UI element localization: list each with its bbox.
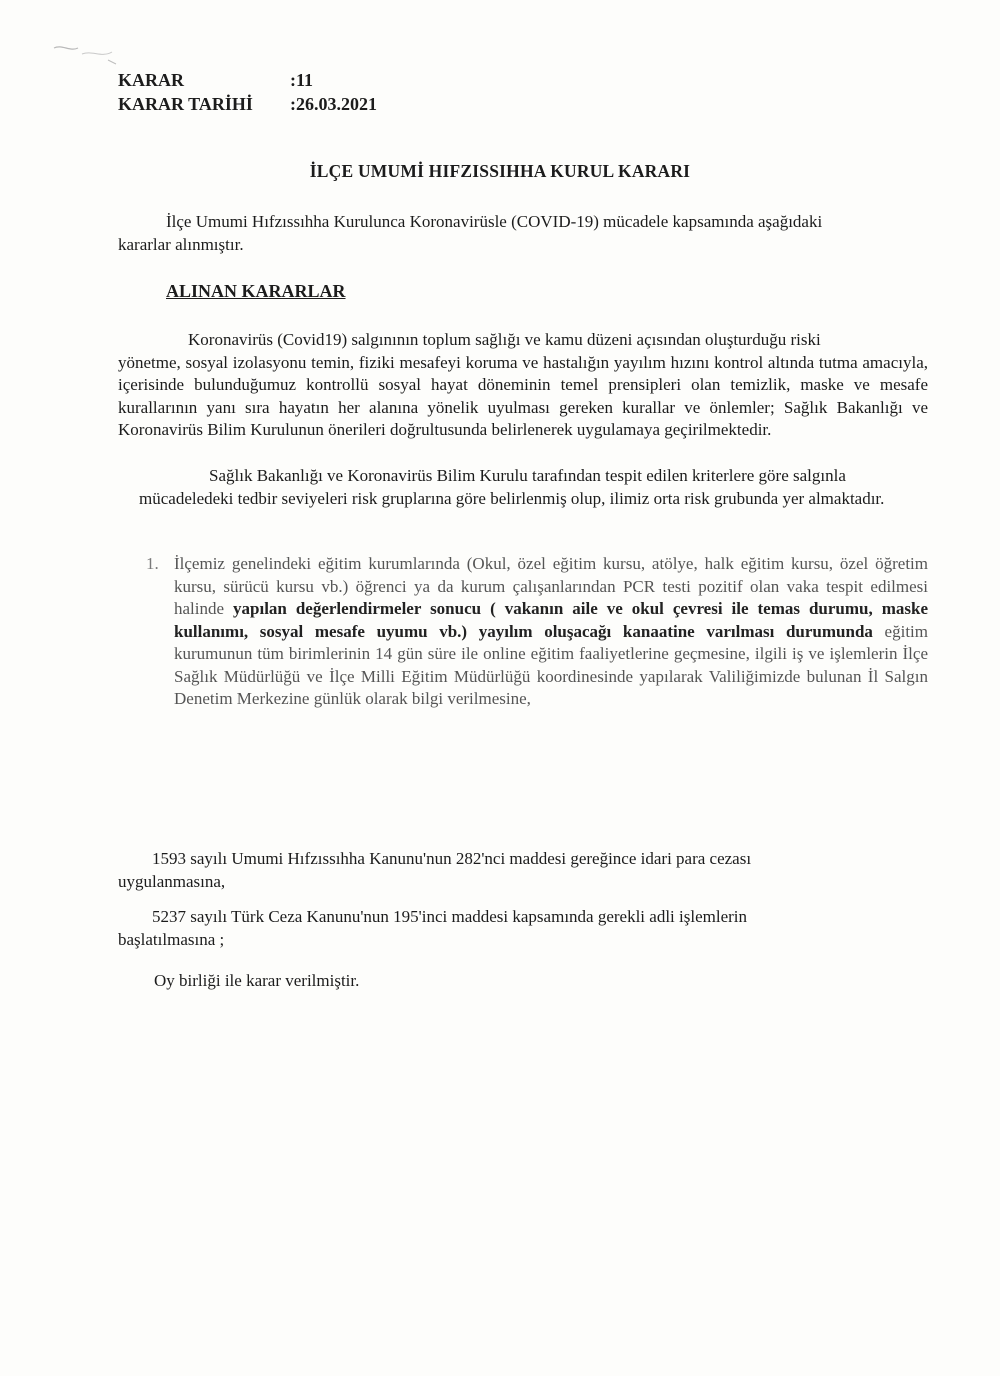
list-item-text-bold: yapılan değerlendirmeler sonucu ( vakanın aile ve okul çevresi ile temas durumu, maske kullanımı, sosyal mesafe uyumu vb.) yayılım oluşacağı kanaatine varılması durumunda xyxy=(174,599,928,641)
decision-number-value: :11 xyxy=(290,70,314,90)
intro-paragraph xyxy=(118,211,936,256)
paragraph-1-first-line: Koronavirüs (Covid19) salgınının toplum sağlığı ve kamu düzeni açısından oluşturduğu riski xyxy=(188,330,821,349)
list-item xyxy=(146,553,928,711)
paragraph-3-first-line: 1593 sayılı Umumi Hıfzıssıhha Kanunu'nun 282'nci maddesi gereğince idari para cezası xyxy=(152,849,752,868)
decision-date-row xyxy=(118,92,377,116)
paragraph-3 xyxy=(118,848,933,893)
decision-date-value: :26.03.2021 xyxy=(290,94,377,114)
paragraph-1 xyxy=(118,329,928,442)
paragraph-2 xyxy=(139,465,929,510)
intro-first-line: İlçe Umumi Hıfzıssıhha Kurulunca Koronavirüsle (COVID-19) mücadele kapsamında aşağıdaki xyxy=(166,212,823,231)
list-item-text xyxy=(174,553,928,711)
scan-smudge-mark xyxy=(52,40,122,68)
decision-meta xyxy=(118,68,377,116)
paragraph-4-first-line: 5237 sayılı Türk Ceza Kanunu'nun 195'inci maddesi kapsamında gerekli adli işlemlerin xyxy=(152,907,748,926)
list-item-number: 1. xyxy=(146,554,159,573)
list-item-text-part-1: İlçemiz genelindeki eğitim kurumlarında (Okul, özel eğitim kursu, atölye, halk eğitim kursu, özel öğretim kursu, sürücü kursu vb.) öğrenci ya da kurum çalışanlarından PCR testi pozitif olan vaka tespit edilmesi halinde xyxy=(174,554,928,618)
decision-number-row xyxy=(118,68,377,92)
paragraph-2-first-line: Sağlık Bakanlığı ve Koronavirüs Bilim Kurulu tarafından tespit edilen kriterlere göre salgınla xyxy=(209,466,846,485)
list-item-text-part-2: eğitim kurumunun tüm birimlerinin 14 gün süre ile online eğitim faaliyetlerine geçmesine, ilgili iş ve işlemlerin İlçe Sağlık Müdürlüğü ve İlçe Milli Eğitim Müdürlüğü koordinesinde yapılarak Valiliğimizde bulunan İl Salgın Denetim Merkezine günlük olarak bilgi verilmesine, xyxy=(174,621,928,708)
paragraph-2-rest: mücadeledeki tedbir seviyeleri risk gruplarına göre belirlenmiş olup, ilimiz orta risk grubunda yer almaktadır. xyxy=(139,488,885,508)
decision-date-label: KARAR TARİHİ xyxy=(118,94,253,114)
paragraph-4 xyxy=(118,906,926,951)
section-heading: ALINAN KARARLAR xyxy=(166,281,346,301)
paragraph-1-rest: yönetme, sosyal izolasyonu temin, fiziki mesafeyi koruma ve hastalığın yayılım hızını kontrol altında tutma amacıyla, içerisinde bulunduğumuz kontrollü sosyal hayat döneminin temel prensipleri olan temizlik, maske ve mesafe kurallarının yanı sıra hayatın her alanına yönelik uyulması gereken kurallar ve önlemler; Sağlık Bakanlığı ve Koronavirüs Bilim Kurulunun önerileri doğrultusunda belirlenerek uygulamaya geçirilmektedir. xyxy=(118,352,928,439)
closing-statement: Oy birliği ile karar verilmiştir. xyxy=(154,971,360,990)
document-title: İLÇE UMUMİ HIFZISSIHHA KURUL KARARI xyxy=(309,161,691,181)
intro-rest: kararlar alınmıştır. xyxy=(118,234,244,254)
paragraph-4-rest: başlatılmasına ; xyxy=(118,929,225,949)
decision-number-label: KARAR xyxy=(118,70,184,90)
paragraph-3-rest: uygulanmasına, xyxy=(118,871,226,891)
